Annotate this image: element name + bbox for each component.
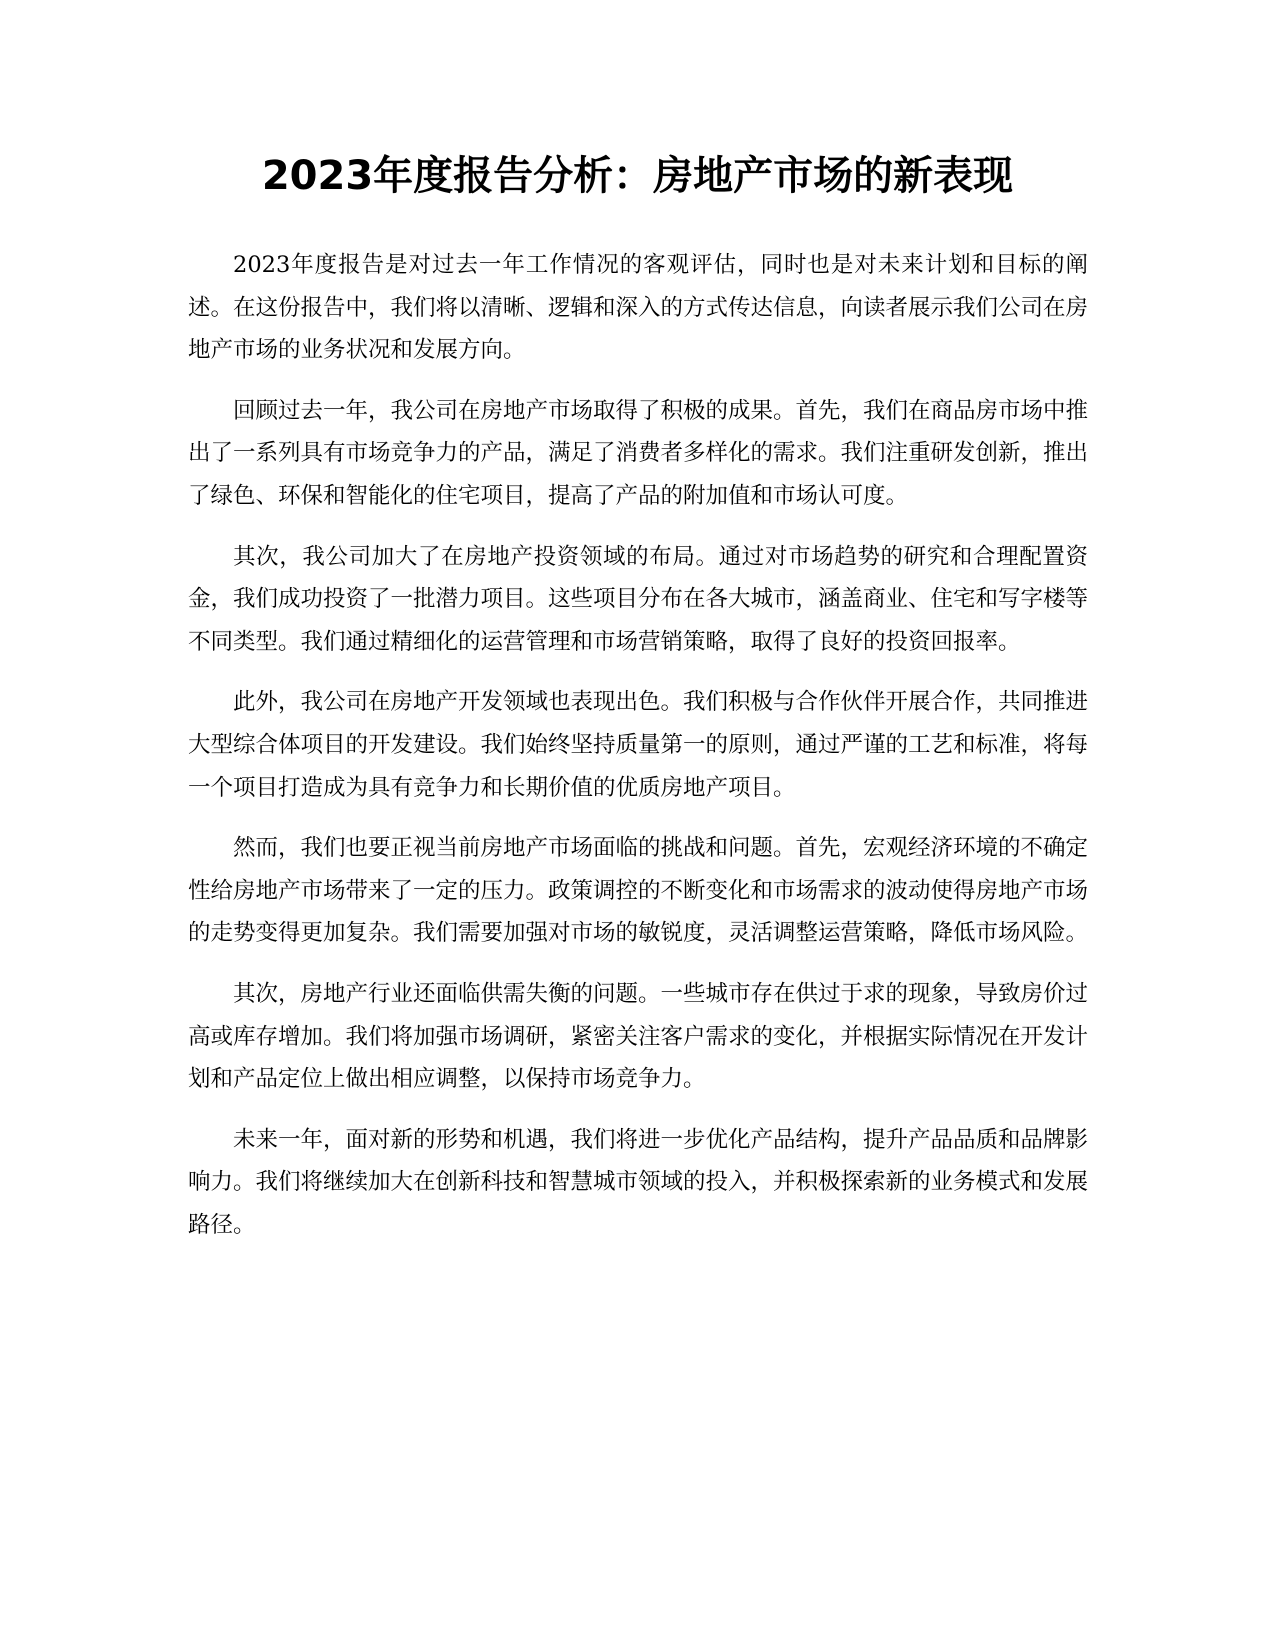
paragraph-5: 然而，我们也要正视当前房地产市场面临的挑战和问题。首先，宏观经济环境的不确定性给房地产市场带来了一定的压力。政策调控的不断变化和市场需求的波动使得房地产市场的走势变得更加复杂。我们需要加强对市场的敏锐度，灵活调整运营策略，降低市场风险。: [188, 835, 1089, 947]
document-body: [188, 244, 1088, 1264]
paragraph-6: 其次，房地产行业还面临供需失衡的问题。一些城市存在供过于求的现象，导致房价过高或库存增加。我们将加强市场调研，紧密关注客户需求的变化，并根据实际情况在开发计划和产品定位上做出相应调整，以保持市场竞争力。: [188, 980, 1089, 1093]
paragraph-7: 未来一年，面对新的形势和机遇，我们将进一步优化产品结构，提升产品品质和品牌影响力。我们将继续加大在创新科技和智慧城市领域的投入，并积极探索新的业务模式和发展路径。: [188, 1126, 1089, 1238]
paragraph-4: 此外，我公司在房地产开发领域也表现出色。我们积极与合作伙伴开展合作，共同推进大型综合体项目的开发建设。我们始终坚持质量第一的原则，通过严谨的工艺和标准，将每一个项目打造成为具有竞争力和长期价值的优质房地产项目。: [188, 689, 1089, 801]
paragraph-2: 回顾过去一年，我公司在房地产市场取得了积极的成果。首先，我们在商品房市场中推出了一系列具有市场竞争力的产品，满足了消费者多样化的需求。我们注重研发创新，推出了绿色、环保和智能化的住宅项目，提高了产品的附加值和市场认可度。: [188, 397, 1089, 509]
paragraph-3: 其次，我公司加大了在房地产投资领域的布局。通过对市场趋势的研究和合理配置资金，我们成功投资了一批潜力项目。这些项目分布在各大城市，涵盖商业、住宅和写字楼等不同类型。我们通过精细化的运营管理和市场营销策略，取得了良好的投资回报率。: [188, 543, 1089, 655]
paragraph-1: 2023年度报告是对过去一年工作情况的客观评估，同时也是对未来计划和目标的阐述。在这份报告中，我们将以清晰、逻辑和深入的方式传达信息，向读者展示我们公司在房地产市场的业务状况和发展方向。: [188, 252, 1089, 364]
document-title: 2023年度报告分析：房地产市场的新表现: [261, 153, 1014, 199]
